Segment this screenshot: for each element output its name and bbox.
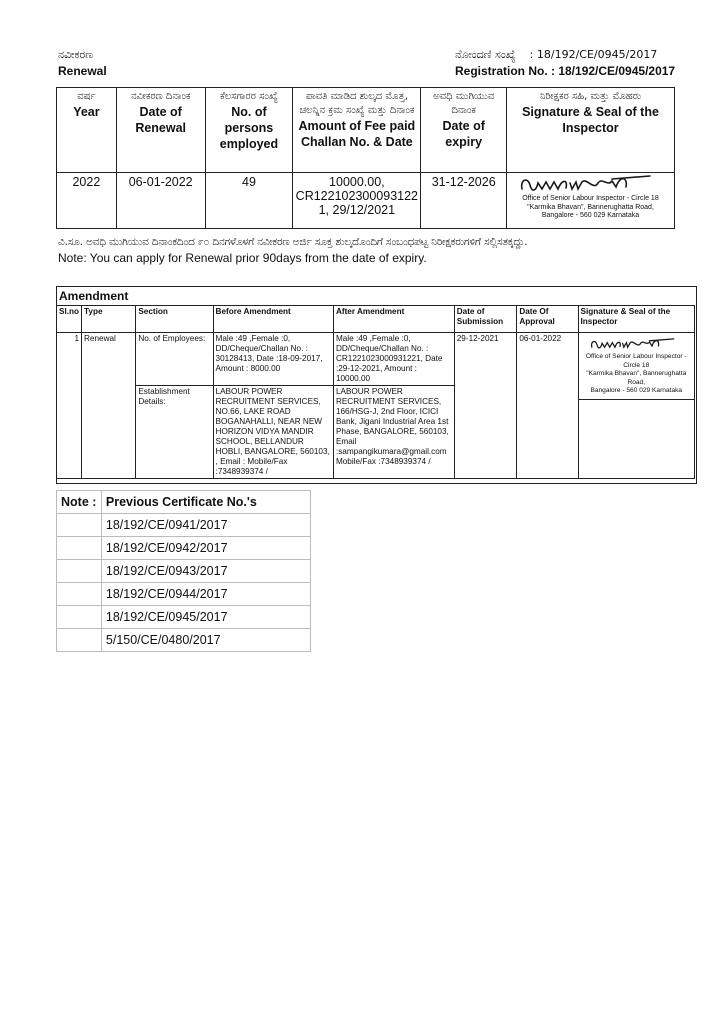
header-expiry	[421, 88, 507, 173]
previous-cert-5: 18/192/CE/0945/2017	[101, 606, 310, 629]
amend-cell-before-establishment: LABOUR POWER RECRUITMENT SERVICES, NO.66, LAKE ROAD BOGANAHALLI, NEAR NEW HORIZON VIDYA MANDIR SCHOOL, BELLANDUR HOBLI, BANGALORE, 560103, , Email : Mobile/Fax :7348939374 /	[213, 386, 333, 479]
header-year-en: Year	[73, 105, 100, 119]
cell-signature	[507, 173, 675, 229]
header-year-kn: ವರ್ಷ	[77, 91, 96, 102]
header-renewal-kn: ನವೀಕರಣ	[58, 48, 93, 61]
amendment-row-1	[57, 333, 695, 386]
amend-cell-section-establishment: Establishment Details:	[136, 386, 213, 479]
office-line-1: Office of Senior Labour Inspector - Circle 18	[522, 195, 659, 202]
amend-header-slno: Sl.no	[57, 306, 82, 333]
cell-year: 2022	[57, 173, 117, 229]
amendment-title: Amendment	[59, 289, 129, 303]
amend-header-after: After Amendment	[333, 306, 454, 333]
amend-header-submission: Date of Submission	[454, 306, 517, 333]
cell-expiry: 31-12-2026	[421, 173, 507, 229]
previous-row	[57, 560, 311, 583]
header-fee	[293, 88, 421, 173]
amend-header-before: Before Amendment	[213, 306, 333, 333]
header-renewal-date-en: Date of Renewal	[135, 105, 187, 135]
cell-renewal-date: 06-01-2022	[116, 173, 205, 229]
previous-cert-6: 5/150/CE/0480/2017	[101, 629, 310, 652]
header-persons-kn: ಕೆಲಸಗಾರರ ಸಂಖ್ಯೆ	[220, 91, 278, 102]
renewal-table	[56, 87, 675, 229]
amend-cell-type: Renewal	[82, 333, 136, 479]
header-renewal-date-kn: ನವೀಕರಣ ದಿನಾಂಕ	[130, 91, 191, 102]
amend-office-line-2: "Karmika Bhavan", Bannerughatta Road,	[586, 370, 687, 386]
office-line-2: "Karmika Bhavan", Bannerughatta Road,	[527, 203, 654, 211]
previous-cert-1: 18/192/CE/0941/2017	[101, 514, 310, 537]
office-line-3: Bangalore - 560 029 Karnataka	[541, 212, 640, 219]
fee-line-3: 1, 29/12/2021	[318, 203, 396, 217]
note-kannada: ವಿ.ಸೂ. ಅವಧಿ ಮುಗಿಯುವ ದಿನಾಂಕದಿಂದ ೯೦ ದಿನಗಳೊಳಗೆ ನವೀಕರಣ ಅರ್ಜಿ ಸೂಕ್ತ ಶುಲ್ಕದೊಂದಿಗೆ ಸಂಬಂಧಪಟ್ಟ ನಿರೀಕ್ಷಕರುಗಳಿಗೆ ಸಲ್ಲಿಸತಕ್ಕದ್ದು.	[58, 236, 528, 248]
header-signature	[507, 88, 675, 173]
previous-row	[57, 606, 311, 629]
amend-signature-block	[579, 333, 694, 400]
header-persons	[205, 88, 293, 173]
amend-cell-after-establishment: LABOUR POWER RECRUITMENT SERVICES, 166/HSG-J, 2nd Floor, ICICI Bank, Jigani Industrial Area 1st Phase, BANGALORE, 560103, Email :sampangikumara@gmail.com Mobile/Fax :7348939374 /	[333, 386, 454, 479]
note-english: Note: You can apply for Renewal prior 90days from the date of expiry.	[58, 251, 427, 265]
header-renewal-en: Renewal	[58, 64, 107, 78]
amend-cell-signature	[578, 333, 694, 479]
previous-note-label: Note :	[57, 491, 102, 514]
amend-cell-after-employees: Male :49 ,Female :0, DD/Cheque/Challan No. : CR1221023000931221, Date :29-12-2021, Amount : 10000.00	[333, 333, 454, 386]
header-persons-en: No. of persons employed	[219, 105, 279, 151]
header-expiry-kn: ಅವಧಿ ಮುಗಿಯುವ ದಿನಾಂಕ	[433, 91, 495, 116]
header-signature-en: Signature & Seal of the Inspector	[522, 105, 659, 135]
cell-persons: 49	[205, 173, 293, 229]
header-fee-en: Amount of Fee paid Challan No. & Date	[298, 119, 416, 149]
previous-row	[57, 537, 311, 560]
amend-header-signature: Signature & Seal of the Inspector	[578, 306, 694, 333]
previous-cert-3: 18/192/CE/0943/2017	[101, 560, 310, 583]
header-renewal-date	[116, 88, 205, 173]
amendment-section	[56, 286, 697, 484]
header-expiry-en: Date of expiry	[442, 119, 485, 149]
amend-header-approval: Date Of Approval	[517, 306, 578, 333]
amend-office-line-1: Office of Senior Labour Inspector - Circle 18	[585, 353, 687, 369]
amend-signature-image	[588, 335, 684, 353]
amend-header-type: Type	[82, 306, 136, 333]
amendment-header-row	[57, 306, 695, 333]
amend-cell-section-employees: No. of Employees:	[136, 333, 213, 386]
header-fee-kn: ಪಾವತಿ ಮಾಡಿದ ಶುಲ್ಕದ ಮೊತ್ತ, ಚಲನ್ನಿನ ಕ್ರಮ ಸಂಖ್ಯೆ ಮತ್ತು ದಿನಾಂಕ	[299, 91, 415, 116]
previous-cert-4: 18/192/CE/0944/2017	[101, 583, 310, 606]
amend-cell-slno: 1	[57, 333, 82, 479]
previous-cert-2: 18/192/CE/0942/2017	[101, 537, 310, 560]
previous-header-row	[57, 491, 311, 514]
amend-cell-before-employees: Male :49 ,Female :0, DD/Cheque/Challan No. : 30128413, Date :18-09-2017, Amount : 8000.00	[213, 333, 333, 386]
renewal-data-row	[57, 173, 675, 229]
previous-title: Previous Certificate No.'s	[101, 491, 310, 514]
amend-header-section: Section	[136, 306, 213, 333]
amend-cell-submission: 29-12-2021	[454, 333, 517, 479]
previous-certificates-table	[56, 490, 311, 652]
previous-row	[57, 629, 311, 652]
header-registration-en: Registration No. : 18/192/CE/0945/2017	[455, 64, 676, 78]
fee-line-1: 10000.00,	[329, 175, 385, 189]
header-year	[57, 88, 117, 173]
amend-office-line-3: Bangalore - 560 029 Karnataka	[590, 387, 683, 394]
cell-fee	[293, 173, 421, 229]
previous-row	[57, 514, 311, 537]
amend-cell-approval: 06-01-2022	[517, 333, 578, 479]
header-signature-kn: ನಿರೀಕ್ಷಕರ ಸಹಿ, ಮತ್ತು ಮೊಹರು	[539, 91, 642, 102]
header-registration-kn: ನೋಂದಣಿ ಸಂಖ್ಯೆ : 18/192/CE/0945/2017	[455, 48, 658, 61]
amendment-table	[56, 305, 695, 479]
renewal-header-row	[57, 88, 675, 173]
fee-line-2: CR122102300093122	[295, 189, 419, 203]
signature-image	[516, 173, 666, 195]
previous-row	[57, 583, 311, 606]
